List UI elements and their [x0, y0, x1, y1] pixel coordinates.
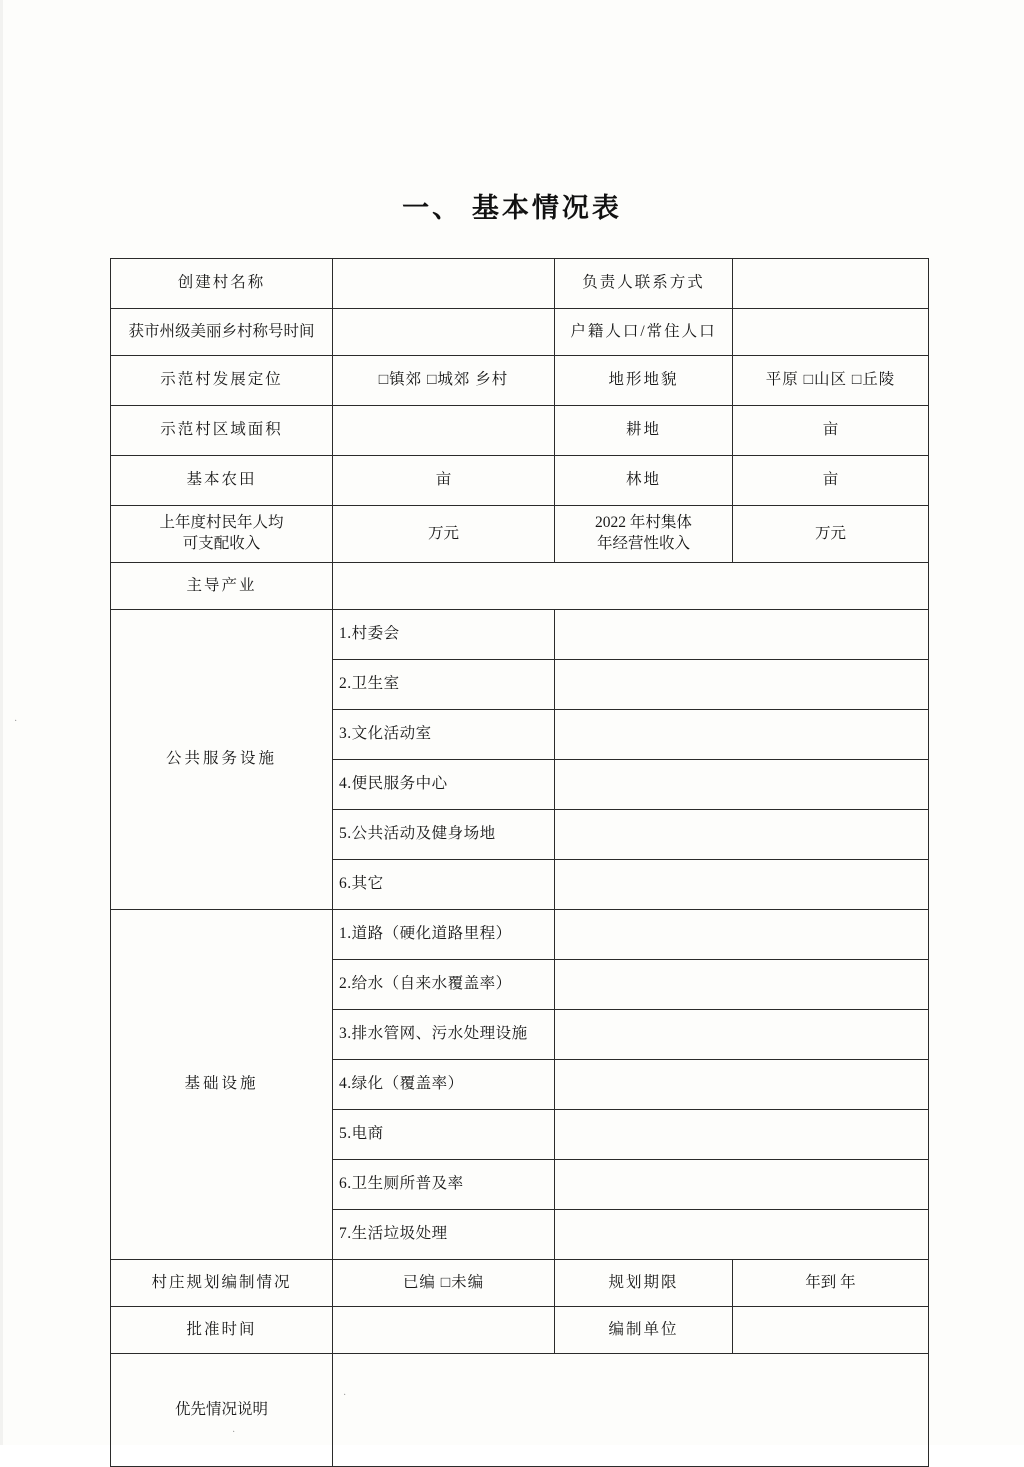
village-name-value[interactable]	[333, 259, 555, 309]
table-row	[111, 563, 929, 610]
infrastructure-item-5: 5.电商	[333, 1110, 555, 1160]
income-label-line1: 上年度村民年人均	[159, 514, 284, 532]
public-service-item-1: 1.村委会	[333, 610, 555, 660]
scan-mark-bottom-left: ·	[232, 1427, 236, 1438]
positioning-label: 示范村发展定位	[111, 356, 333, 406]
public-service-item-4: 4.便民服务中心	[333, 760, 555, 810]
terrain-label: 地形地貌	[555, 356, 733, 406]
positioning-options[interactable]: □镇郊 □城郊 乡村	[333, 356, 555, 406]
public-service-value-1[interactable]	[555, 610, 929, 660]
infrastructure-item-6: 6.卫生厕所普及率	[333, 1160, 555, 1210]
industry-value[interactable]	[333, 563, 929, 610]
table-row	[111, 309, 929, 356]
industry-label: 主导产业	[111, 563, 333, 610]
page-title: 一、 基本情况表	[402, 193, 622, 223]
collective-income-label	[555, 506, 733, 563]
scan-mark-bottom-center: ·	[343, 1390, 347, 1401]
public-service-item-6: 6.其它	[333, 860, 555, 910]
basic-info-table-container	[110, 258, 928, 1467]
forest-value[interactable]: 亩	[733, 456, 929, 506]
infrastructure-item-2: 2.给水（自来水覆盖率）	[333, 960, 555, 1010]
public-service-item-5: 5.公共活动及健身场地	[333, 810, 555, 860]
public-service-group-label: 公共服务设施	[111, 610, 333, 910]
income-value[interactable]: 万元	[333, 506, 555, 563]
table-row	[111, 610, 929, 660]
public-service-value-4[interactable]	[555, 760, 929, 810]
planning-options[interactable]: 已编 □未编	[333, 1260, 555, 1307]
infrastructure-value-4[interactable]	[555, 1060, 929, 1110]
collective-income-value[interactable]: 万元	[733, 506, 929, 563]
planning-period-label: 规划期限	[555, 1260, 733, 1307]
infrastructure-item-4: 4.绿化（覆盖率）	[333, 1060, 555, 1110]
income-label-line2: 可支配收入	[182, 535, 261, 552]
infrastructure-value-7[interactable]	[555, 1210, 929, 1260]
table-row	[111, 259, 929, 309]
farmland-label: 耕地	[555, 406, 733, 456]
table-row	[111, 356, 929, 406]
table-row	[111, 406, 929, 456]
compile-unit-value[interactable]	[733, 1307, 929, 1354]
contact-value[interactable]	[733, 259, 929, 309]
infrastructure-value-3[interactable]	[555, 1010, 929, 1060]
area-label: 示范村区域面积	[111, 406, 333, 456]
public-service-value-3[interactable]	[555, 710, 929, 760]
basic-farmland-value[interactable]: 亩	[333, 456, 555, 506]
forest-label: 林地	[555, 456, 733, 506]
public-service-item-3: 3.文化活动室	[333, 710, 555, 760]
terrain-options[interactable]: 平原 □山区 □丘陵	[733, 356, 929, 406]
table-row	[111, 1354, 929, 1467]
infrastructure-value-1[interactable]	[555, 910, 929, 960]
public-service-value-2[interactable]	[555, 660, 929, 710]
infrastructure-value-6[interactable]	[555, 1160, 929, 1210]
scan-mark-left: ·	[14, 716, 18, 727]
table-row	[111, 456, 929, 506]
population-label: 户籍人口/常住人口	[555, 309, 733, 356]
basic-info-table	[110, 258, 929, 1467]
infrastructure-item-1: 1.道路（硬化道路里程）	[333, 910, 555, 960]
approve-time-label: 批准时间	[111, 1307, 333, 1354]
contact-label: 负责人联系方式	[555, 259, 733, 309]
collective-label-line1: 2022 年村集体	[595, 514, 692, 532]
income-label	[111, 506, 333, 563]
farmland-value[interactable]: 亩	[733, 406, 929, 456]
population-value[interactable]	[733, 309, 929, 356]
infrastructure-item-3: 3.排水管网、污水处理设施	[333, 1010, 555, 1060]
public-service-item-2: 2.卫生室	[333, 660, 555, 710]
compile-unit-label: 编制单位	[555, 1307, 733, 1354]
public-service-value-5[interactable]	[555, 810, 929, 860]
infrastructure-value-5[interactable]	[555, 1110, 929, 1160]
priority-value[interactable]	[333, 1354, 929, 1467]
planning-label: 村庄规划编制情况	[111, 1260, 333, 1307]
priority-label: 优先情况说明	[111, 1354, 333, 1467]
area-value[interactable]	[333, 406, 555, 456]
honor-time-value[interactable]	[333, 309, 555, 356]
infrastructure-value-2[interactable]	[555, 960, 929, 1010]
planning-period-value[interactable]: 年到 年	[733, 1260, 929, 1307]
collective-label-line2: 年经营性收入	[596, 535, 690, 552]
table-row	[111, 910, 929, 960]
table-row	[111, 1307, 929, 1354]
public-service-value-6[interactable]	[555, 860, 929, 910]
table-row	[111, 506, 929, 563]
honor-time-label: 获市州级美丽乡村称号时间	[111, 309, 333, 356]
infrastructure-group-label: 基础设施	[111, 910, 333, 1260]
approve-time-value[interactable]	[333, 1307, 555, 1354]
table-row	[111, 1260, 929, 1307]
infrastructure-item-7: 7.生活垃圾处理	[333, 1210, 555, 1260]
village-name-label: 创建村名称	[111, 259, 333, 309]
basic-farmland-label: 基本农田	[111, 456, 333, 506]
